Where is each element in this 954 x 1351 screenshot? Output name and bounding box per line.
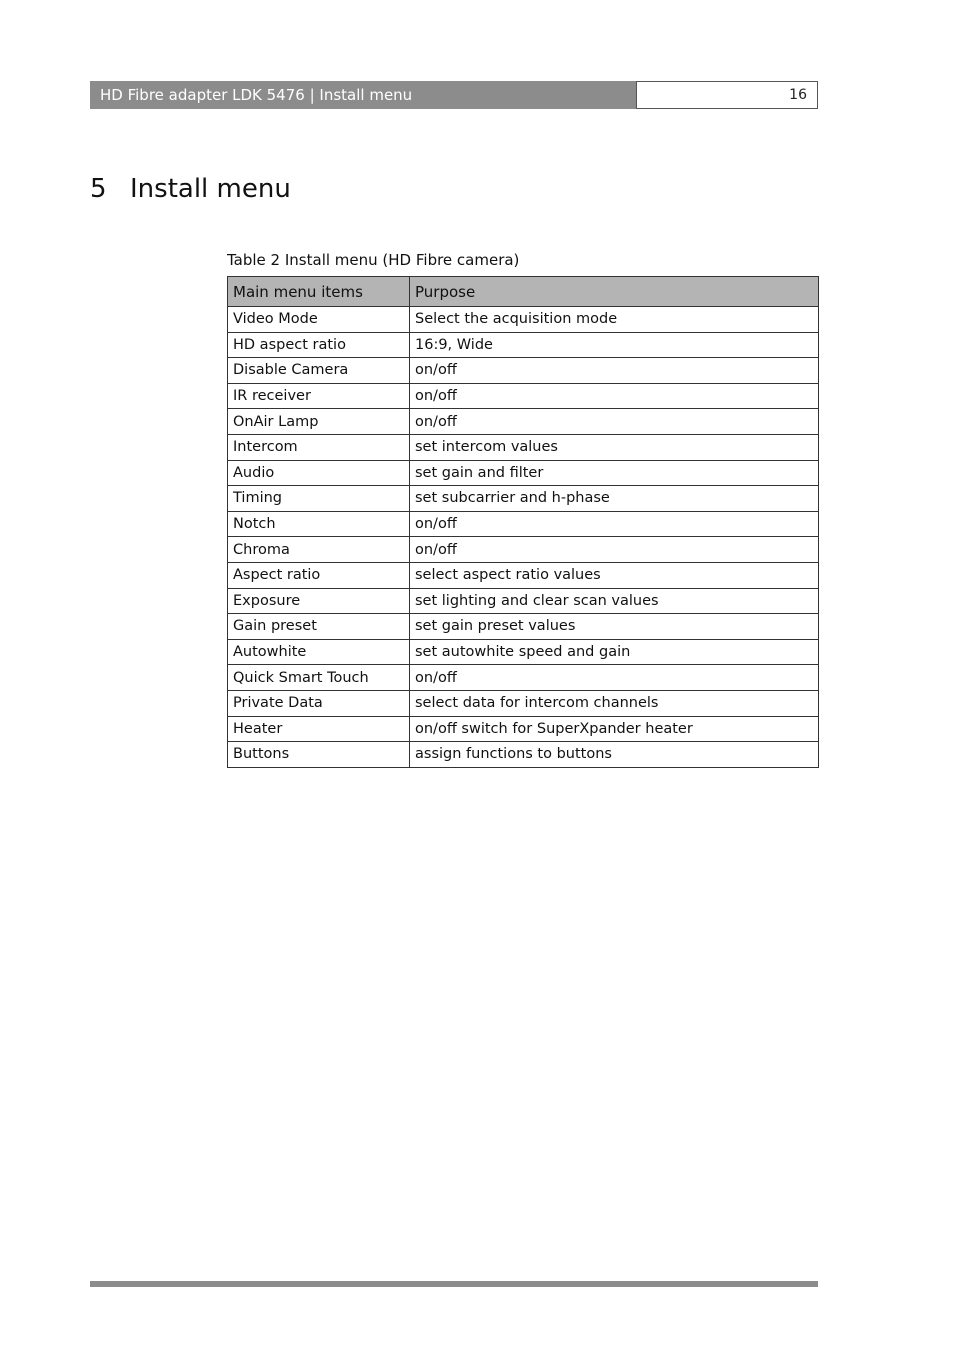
menu-item-cell: Aspect ratio xyxy=(228,562,410,588)
menu-item-cell: Exposure xyxy=(228,588,410,614)
table-row xyxy=(228,588,819,614)
table-row xyxy=(228,742,819,768)
table-row xyxy=(228,511,819,537)
menu-item-cell: Gain preset xyxy=(228,614,410,640)
page-number: 16 xyxy=(636,81,818,109)
purpose-cell: set gain preset values xyxy=(410,614,819,640)
menu-item-cell: Quick Smart Touch xyxy=(228,665,410,691)
menu-item-cell: Autowhite xyxy=(228,639,410,665)
header-title: HD Fibre adapter LDK 5476 | Install menu xyxy=(90,81,636,109)
menu-item-cell: Disable Camera xyxy=(228,358,410,384)
table-row xyxy=(228,537,819,563)
table-caption: Table 2 Install menu (HD Fibre camera) xyxy=(227,251,520,269)
menu-item-cell: HD aspect ratio xyxy=(228,332,410,358)
chapter-title: Install menu xyxy=(130,174,291,204)
table-row xyxy=(228,614,819,640)
table-row xyxy=(228,383,819,409)
table-row xyxy=(228,307,819,333)
table-row xyxy=(228,460,819,486)
purpose-cell: set gain and filter xyxy=(410,460,819,486)
menu-item-cell: Audio xyxy=(228,460,410,486)
purpose-cell: on/off xyxy=(410,383,819,409)
footer-rule xyxy=(90,1281,818,1287)
page-header xyxy=(90,81,818,109)
purpose-cell: on/off xyxy=(410,537,819,563)
purpose-cell: set lighting and clear scan values xyxy=(410,588,819,614)
purpose-cell: on/off xyxy=(410,358,819,384)
purpose-cell: select data for intercom channels xyxy=(410,690,819,716)
table-row xyxy=(228,332,819,358)
table-row xyxy=(228,358,819,384)
table-row xyxy=(228,639,819,665)
purpose-cell: on/off switch for SuperXpander heater xyxy=(410,716,819,742)
purpose-cell: Select the acquisition mode xyxy=(410,307,819,333)
table-row xyxy=(228,716,819,742)
purpose-cell: 16:9, Wide xyxy=(410,332,819,358)
menu-item-cell: OnAir Lamp xyxy=(228,409,410,435)
menu-item-cell: Heater xyxy=(228,716,410,742)
table-header-row xyxy=(228,277,819,307)
purpose-cell: set intercom values xyxy=(410,434,819,460)
chapter-number: 5 xyxy=(90,174,107,204)
purpose-cell: set autowhite speed and gain xyxy=(410,639,819,665)
purpose-cell: select aspect ratio values xyxy=(410,562,819,588)
purpose-cell: assign functions to buttons xyxy=(410,742,819,768)
table-row xyxy=(228,486,819,512)
table-row xyxy=(228,690,819,716)
menu-item-cell: Intercom xyxy=(228,434,410,460)
purpose-cell: on/off xyxy=(410,665,819,691)
table-row xyxy=(228,434,819,460)
table-row xyxy=(228,665,819,691)
column-header-main-menu-items: Main menu items xyxy=(228,277,410,307)
menu-item-cell: IR receiver xyxy=(228,383,410,409)
menu-item-cell: Buttons xyxy=(228,742,410,768)
menu-item-cell: Video Mode xyxy=(228,307,410,333)
menu-item-cell: Timing xyxy=(228,486,410,512)
column-header-purpose: Purpose xyxy=(410,277,819,307)
table-row xyxy=(228,562,819,588)
purpose-cell: set subcarrier and h-phase xyxy=(410,486,819,512)
chapter-heading xyxy=(90,171,291,207)
menu-item-cell: Notch xyxy=(228,511,410,537)
install-menu-table xyxy=(227,276,819,768)
purpose-cell: on/off xyxy=(410,511,819,537)
purpose-cell: on/off xyxy=(410,409,819,435)
menu-item-cell: Private Data xyxy=(228,690,410,716)
menu-item-cell: Chroma xyxy=(228,537,410,563)
table-row xyxy=(228,409,819,435)
